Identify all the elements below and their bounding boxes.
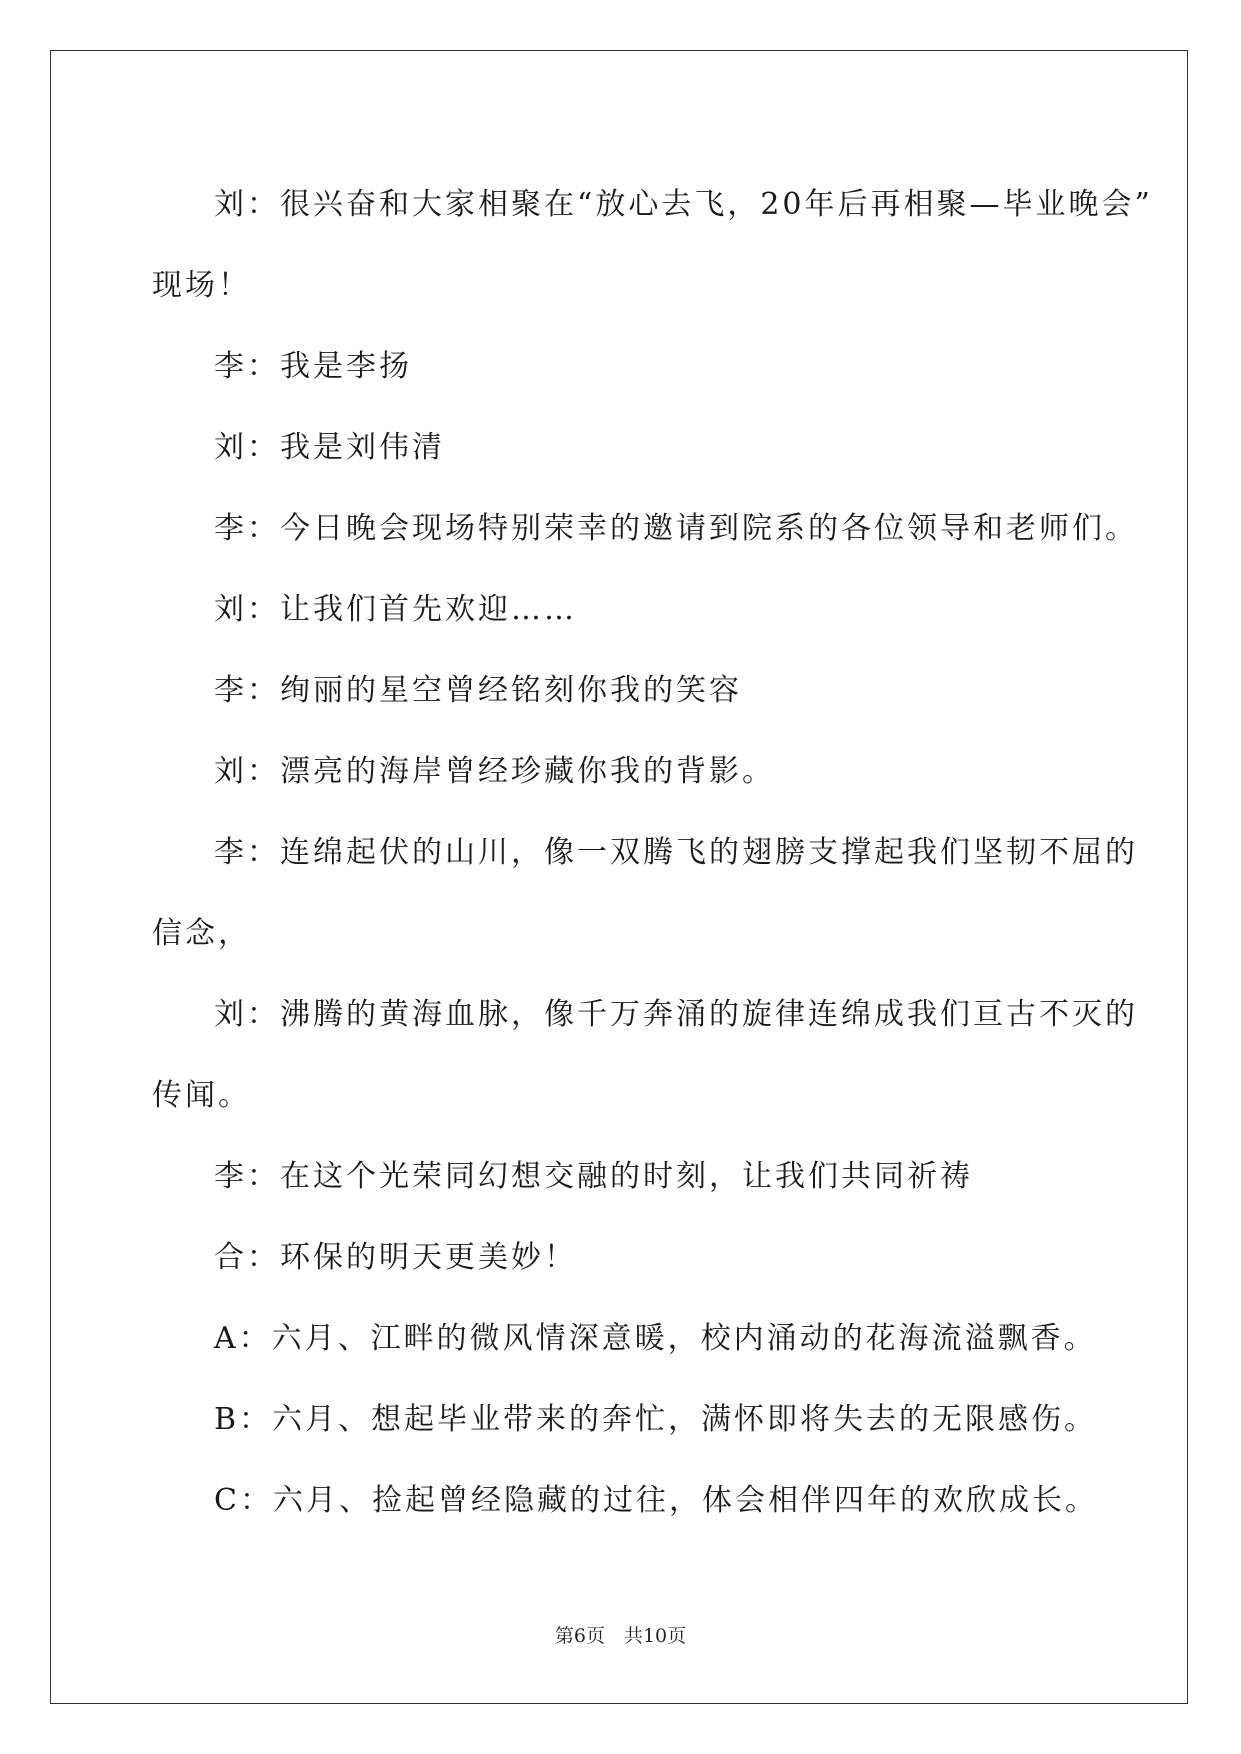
paragraph-line: 李：连绵起伏的山川，像一双腾飞的翅膀支撑起我们坚韧不屈的 <box>214 835 1138 870</box>
paragraph-line: 刘：让我们首先欢迎…… <box>214 592 577 627</box>
paragraph-line: 合：环保的明天更美妙！ <box>214 1240 577 1275</box>
paragraph-line: 刘：漂亮的海岸曾经珍藏你我的背影。 <box>214 754 775 789</box>
paragraph-line: B：六月、想起毕业带来的奔忙，满怀即将失去的无限感伤。 <box>214 1402 1098 1437</box>
paragraph-line: 传闻。 <box>152 1078 251 1113</box>
paragraph-line: 李：我是李扬 <box>214 349 412 384</box>
document-body <box>152 164 1153 1541</box>
paragraph-line: 刘：沸腾的黄海血脉，像千万奔涌的旋律连绵成我们亘古不灭的 <box>214 997 1138 1032</box>
paragraph-line: 李：绚丽的星空曾经铭刻你我的笑容 <box>214 673 742 708</box>
paragraph-line: 刘：很兴奋和大家相聚在“放心去飞，20年后再相聚—毕业晚会” <box>214 187 1153 222</box>
paragraph-line: 李：今日晚会现场特别荣幸的邀请到院系的各位领导和老师们。 <box>214 511 1138 546</box>
paragraph-line: 现场！ <box>152 268 251 303</box>
paragraph-line: 刘：我是刘伟清 <box>214 430 445 465</box>
paragraph-line: 李：在这个光荣同幻想交融的时刻，让我们共同祈祷 <box>214 1159 973 1194</box>
paragraph-line: 信念， <box>152 916 251 951</box>
paragraph-line: C：六月、捡起曾经隐藏的过往，体会相伴四年的欢欣成长。 <box>214 1483 1098 1518</box>
page-footer: 第6页 共10页 <box>554 1625 687 1647</box>
paragraph-line: A：六月、江畔的微风情深意暖，校内涌动的花海流溢飘香。 <box>214 1321 1097 1356</box>
